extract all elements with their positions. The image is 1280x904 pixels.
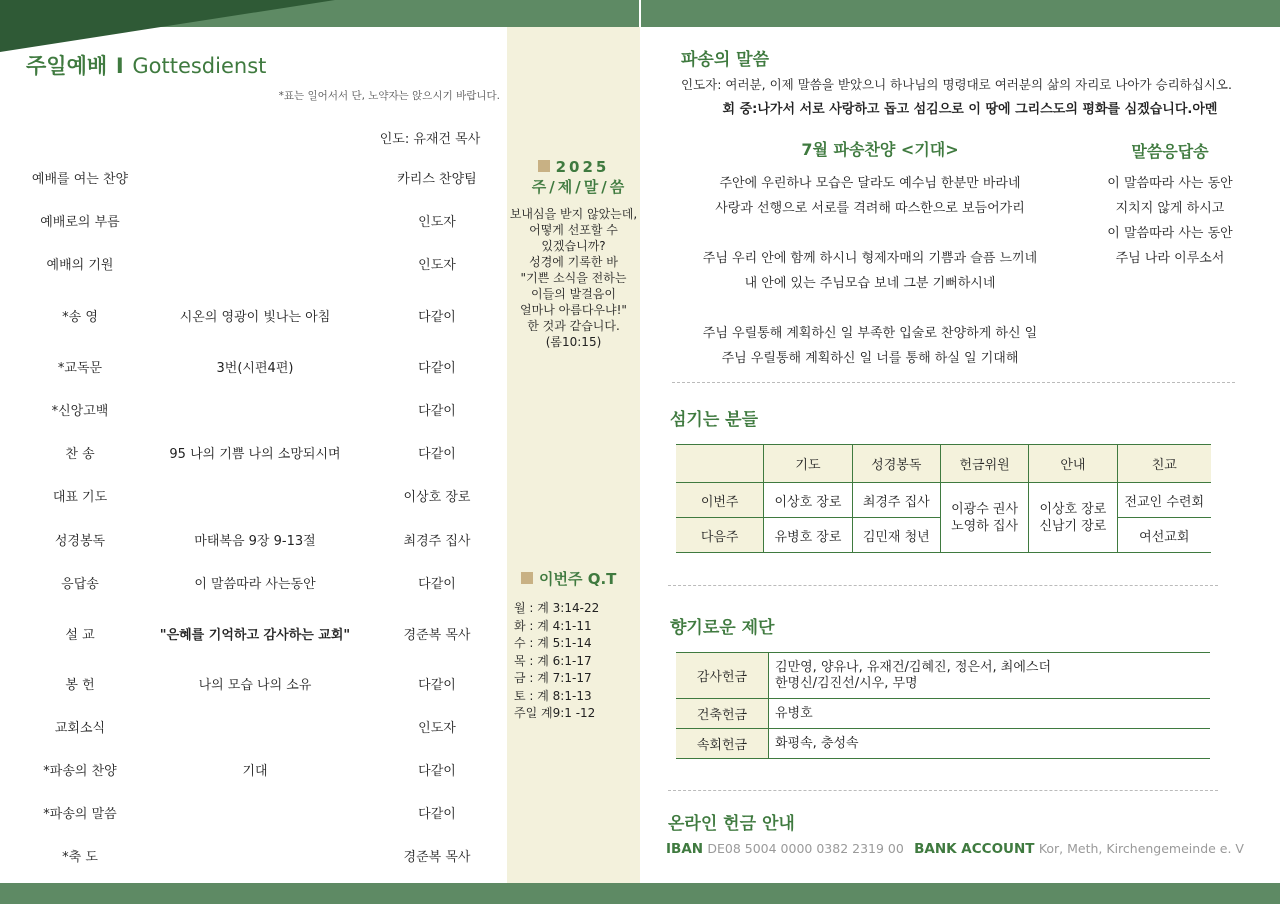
worship-item-name: 교회소식 bbox=[54, 721, 106, 736]
theme-year: 2025 bbox=[555, 158, 610, 176]
servers-offering-cell bbox=[940, 483, 1028, 553]
worship-item-name: *신앙고백 bbox=[51, 404, 109, 419]
response-title: 말씀응답송 bbox=[1131, 142, 1209, 161]
divider bbox=[668, 790, 1218, 791]
worship-item-leader: 최경주 집사 bbox=[403, 534, 471, 549]
worship-item-content: "은혜를 기억하고 감사하는 교회" bbox=[159, 628, 351, 643]
divider bbox=[672, 382, 1235, 383]
servers-cell: 최경주 집사 bbox=[852, 483, 940, 518]
servers-row-label: 다음주 bbox=[676, 518, 764, 553]
sending-title: 파송의 말씀 bbox=[681, 50, 770, 70]
servers-cell: 이상호 장로 bbox=[764, 483, 852, 518]
servers-cell: 여선교회 bbox=[1117, 518, 1211, 553]
top-banner-accent bbox=[0, 0, 335, 52]
theme-verse-line: 어떻게 선포할 수 bbox=[529, 223, 618, 237]
worship-order-row bbox=[0, 531, 507, 553]
worship-order-row bbox=[0, 761, 507, 783]
worship-order-row bbox=[0, 675, 507, 697]
worship-item-name: 설 교 bbox=[65, 628, 95, 643]
response-lyric-line: 이 말씀따라 사는 동안 bbox=[1107, 226, 1233, 241]
theme-verse-line: 보내심을 받지 않았는데, bbox=[509, 207, 638, 221]
worship-item-leader: 인도자 bbox=[418, 258, 456, 273]
offering-names bbox=[769, 729, 1211, 759]
offering-names-line: 김만영, 양유나, 유재건/김혜진, 정은서, 최에스더 bbox=[775, 659, 1052, 675]
servers-header: 기도 bbox=[764, 445, 852, 483]
song-lyric-line: 사랑과 선행으로 서로를 격려해 따스한으로 보듬어가리 bbox=[715, 201, 1025, 216]
title-korean: 주일예배 bbox=[26, 54, 108, 78]
servers-cell-line: 이상호 장로 bbox=[1039, 501, 1107, 517]
service-leader: 인도: 유재건 목사 bbox=[379, 132, 481, 147]
worship-order-row bbox=[0, 847, 507, 869]
worship-item-name: 예배의 기원 bbox=[46, 258, 114, 273]
worship-order-row bbox=[0, 169, 507, 191]
worship-item-name: *파송의 찬양 bbox=[43, 764, 117, 779]
servers-header: 헌금위원 bbox=[940, 445, 1028, 483]
worship-order-row bbox=[0, 804, 507, 826]
qt-item: 토 : 계 8:1-13 bbox=[514, 688, 592, 703]
servers-header: 친교 bbox=[1117, 445, 1211, 483]
worship-item-content: 나의 모습 나의 소유 bbox=[198, 678, 312, 693]
iban-value: DE08 5004 0000 0382 2319 00 bbox=[707, 841, 904, 856]
qt-item: 화 : 계 4:1-11 bbox=[514, 618, 592, 633]
offering-row bbox=[676, 699, 1210, 729]
qt-item: 주일 계9:1 -12 bbox=[514, 706, 596, 720]
worship-item-leader: 다같이 bbox=[418, 310, 456, 325]
divider bbox=[668, 585, 1218, 586]
response-lyric-line: 이 말씀따라 사는 동안 bbox=[1107, 176, 1233, 191]
worship-item-leader: 다같이 bbox=[418, 807, 456, 822]
worship-item-content: 마태복음 9장 9-13절 bbox=[194, 534, 316, 549]
response-lyric-line: 주님 나라 이루소서 bbox=[1115, 251, 1225, 266]
account-value: Kor, Meth, Kirchengemeinde e. V bbox=[1038, 841, 1244, 856]
servers-header: 성경봉독 bbox=[852, 445, 940, 483]
theme-verse-line: 있겠습니까? bbox=[541, 239, 606, 253]
standing-note: *표는 일어서서 단, 노약자는 앉으시기 바랍니다. bbox=[278, 90, 500, 102]
sending-leader-line: 인도자: 여러분, 이제 말씀을 받았으니 하나님의 명령대로 여러분의 삶의 자리로 나아가 승리하십시오. bbox=[681, 77, 1232, 92]
offering-type: 감사헌금 bbox=[676, 653, 769, 699]
worship-item-name: 대표 기도 bbox=[52, 490, 108, 505]
worship-item-name: *송 영 bbox=[62, 310, 98, 325]
theme-verse-line: (롬10:15) bbox=[545, 335, 602, 349]
song-title: 7월 파송찬양 <기대> bbox=[801, 140, 959, 159]
worship-item-name: 성경봉독 bbox=[54, 534, 106, 549]
worship-order-row bbox=[0, 255, 507, 277]
page-fold-line bbox=[639, 0, 641, 27]
servers-usher-cell bbox=[1029, 483, 1117, 553]
worship-item-name: 봉 헌 bbox=[65, 678, 95, 693]
sending-people-line: 회 중:나가서 서로 사랑하고 돕고 섬김으로 이 땅에 그리스도의 평화를 심겠습니다.아멘 bbox=[722, 102, 1218, 117]
servers-corner-cell bbox=[676, 445, 764, 483]
square-bullet-icon bbox=[538, 160, 550, 172]
worship-item-leader: 경준복 목사 bbox=[403, 850, 471, 865]
offering-row bbox=[676, 729, 1210, 759]
worship-item-name: 찬 송 bbox=[65, 447, 95, 462]
worship-order-row bbox=[0, 625, 507, 647]
worship-order-row bbox=[0, 574, 507, 596]
qt-item: 목 : 계 6:1-17 bbox=[514, 653, 592, 668]
offering-type: 건축헌금 bbox=[676, 699, 769, 729]
servers-cell-line: 이광수 권사 bbox=[951, 501, 1019, 517]
theme-heading bbox=[507, 158, 640, 197]
song-lyric-line: 주님 우릴통해 계획하신 일 부족한 입술로 찬양하게 하신 일 bbox=[702, 326, 1038, 341]
worship-item-name: 예배를 여는 찬양 bbox=[31, 172, 129, 187]
qt-item: 수 : 계 5:1-14 bbox=[514, 636, 592, 650]
square-bullet-icon bbox=[521, 572, 533, 584]
servers-cell: 유병호 장로 bbox=[764, 518, 852, 553]
offering-row bbox=[676, 653, 1210, 699]
qt-title: 이번주 Q.T bbox=[539, 570, 617, 588]
worship-order-row bbox=[0, 401, 507, 423]
bank-info bbox=[666, 841, 1244, 857]
servers-cell: 김민재 청년 bbox=[852, 518, 940, 553]
worship-order-row bbox=[0, 487, 507, 509]
worship-item-name: *파송의 말씀 bbox=[43, 807, 117, 822]
worship-item-name: 예배로의 부름 bbox=[40, 215, 120, 230]
page-title bbox=[26, 50, 266, 80]
theme-verse bbox=[507, 206, 640, 350]
worship-order-row bbox=[0, 212, 507, 234]
title-german: Gottesdienst bbox=[132, 54, 267, 78]
theme-verse-line: "기쁜 소식을 전하는 bbox=[520, 271, 627, 285]
qt-heading bbox=[521, 568, 616, 589]
worship-order-row bbox=[0, 718, 507, 740]
worship-item-content: 95 나의 기쁨 나의 소망되시며 bbox=[169, 447, 341, 462]
worship-item-content: 이 말씀따라 사는동안 bbox=[194, 577, 316, 592]
worship-item-leader: 다같이 bbox=[418, 447, 456, 462]
worship-item-leader: 이상호 장로 bbox=[403, 490, 471, 505]
qt-item: 금 : 계 7:1-17 bbox=[514, 671, 592, 685]
song-lyric-line: 주안에 우린하나 모습은 달라도 예수님 한분만 바라네 bbox=[719, 176, 1021, 191]
worship-item-leader: 경준복 목사 bbox=[403, 628, 471, 643]
worship-item-name: *교독문 bbox=[57, 361, 103, 376]
offering-names-line: 화평속, 충성속 bbox=[775, 735, 859, 751]
worship-item-name: *축 도 bbox=[62, 850, 98, 865]
qt-item: 월 : 계 3:14-22 bbox=[514, 601, 600, 615]
theme-verse-line: 얼마나 아름다우냐!" bbox=[520, 303, 627, 317]
offering-names bbox=[769, 653, 1211, 699]
response-lyric-line: 지치지 않게 하시고 bbox=[1115, 201, 1225, 216]
offering-names bbox=[769, 699, 1211, 729]
song-lyric-line: 주님 우릴통해 계획하신 일 너를 통해 하실 일 기대해 bbox=[721, 351, 1019, 366]
worship-item-content: 기대 bbox=[242, 764, 268, 779]
title-separator: I bbox=[115, 54, 124, 78]
offering-names-line: 유병호 bbox=[775, 705, 813, 721]
worship-item-name: 응답송 bbox=[61, 577, 99, 592]
offering-table bbox=[676, 652, 1210, 759]
qt-schedule bbox=[514, 600, 638, 723]
servers-row-label: 이번주 bbox=[676, 483, 764, 518]
servers-cell: 전교인 수련회 bbox=[1117, 483, 1211, 518]
worship-order-row bbox=[0, 307, 507, 329]
song-lyric-line: 주님 우리 안에 함께 하시니 형제자매의 기쁨과 슬픔 느끼네 bbox=[702, 251, 1038, 266]
servers-title: 섬기는 분들 bbox=[670, 410, 759, 430]
offering-type: 속회헌금 bbox=[676, 729, 769, 759]
worship-item-leader: 다같이 bbox=[418, 361, 456, 376]
worship-item-content: 3번(시편4편) bbox=[216, 361, 294, 376]
bottom-banner bbox=[0, 883, 1280, 904]
servers-table bbox=[676, 444, 1211, 553]
worship-item-content: 시온의 영광이 빛나는 아침 bbox=[179, 310, 331, 325]
offering-title: 향기로운 제단 bbox=[670, 618, 775, 638]
worship-order-row bbox=[0, 444, 507, 466]
worship-item-leader: 다같이 bbox=[418, 404, 456, 419]
offering-names-line: 한명신/김진선/시우, 무명 bbox=[775, 675, 918, 691]
theme-verse-line: 한 것과 같습니다. bbox=[527, 319, 620, 333]
theme-verse-line: 이들의 발걸음이 bbox=[531, 287, 616, 301]
servers-cell-line: 노영하 집사 bbox=[951, 518, 1019, 534]
worship-item-leader: 다같이 bbox=[418, 764, 456, 779]
theme-label: 주/제/말/씀 bbox=[531, 178, 628, 196]
servers-cell-line: 신남기 장로 bbox=[1039, 518, 1107, 534]
online-offering-title: 온라인 헌금 안내 bbox=[668, 814, 795, 834]
worship-item-leader: 다같이 bbox=[418, 577, 456, 592]
worship-item-leader: 인도자 bbox=[418, 215, 456, 230]
account-label: BANK ACCOUNT bbox=[914, 841, 1035, 857]
middle-column-background bbox=[507, 27, 640, 883]
worship-item-leader: 카리스 찬양팀 bbox=[397, 172, 477, 187]
worship-order-row bbox=[0, 358, 507, 380]
worship-item-leader: 다같이 bbox=[418, 678, 456, 693]
theme-verse-line: 성경에 기록한 바 bbox=[529, 255, 618, 269]
iban-label: IBAN bbox=[666, 841, 704, 857]
servers-header: 안내 bbox=[1029, 445, 1117, 483]
worship-item-leader: 인도자 bbox=[418, 721, 456, 736]
song-lyric-line: 내 안에 있는 주님모습 보네 그분 기뻐하시네 bbox=[744, 276, 996, 291]
